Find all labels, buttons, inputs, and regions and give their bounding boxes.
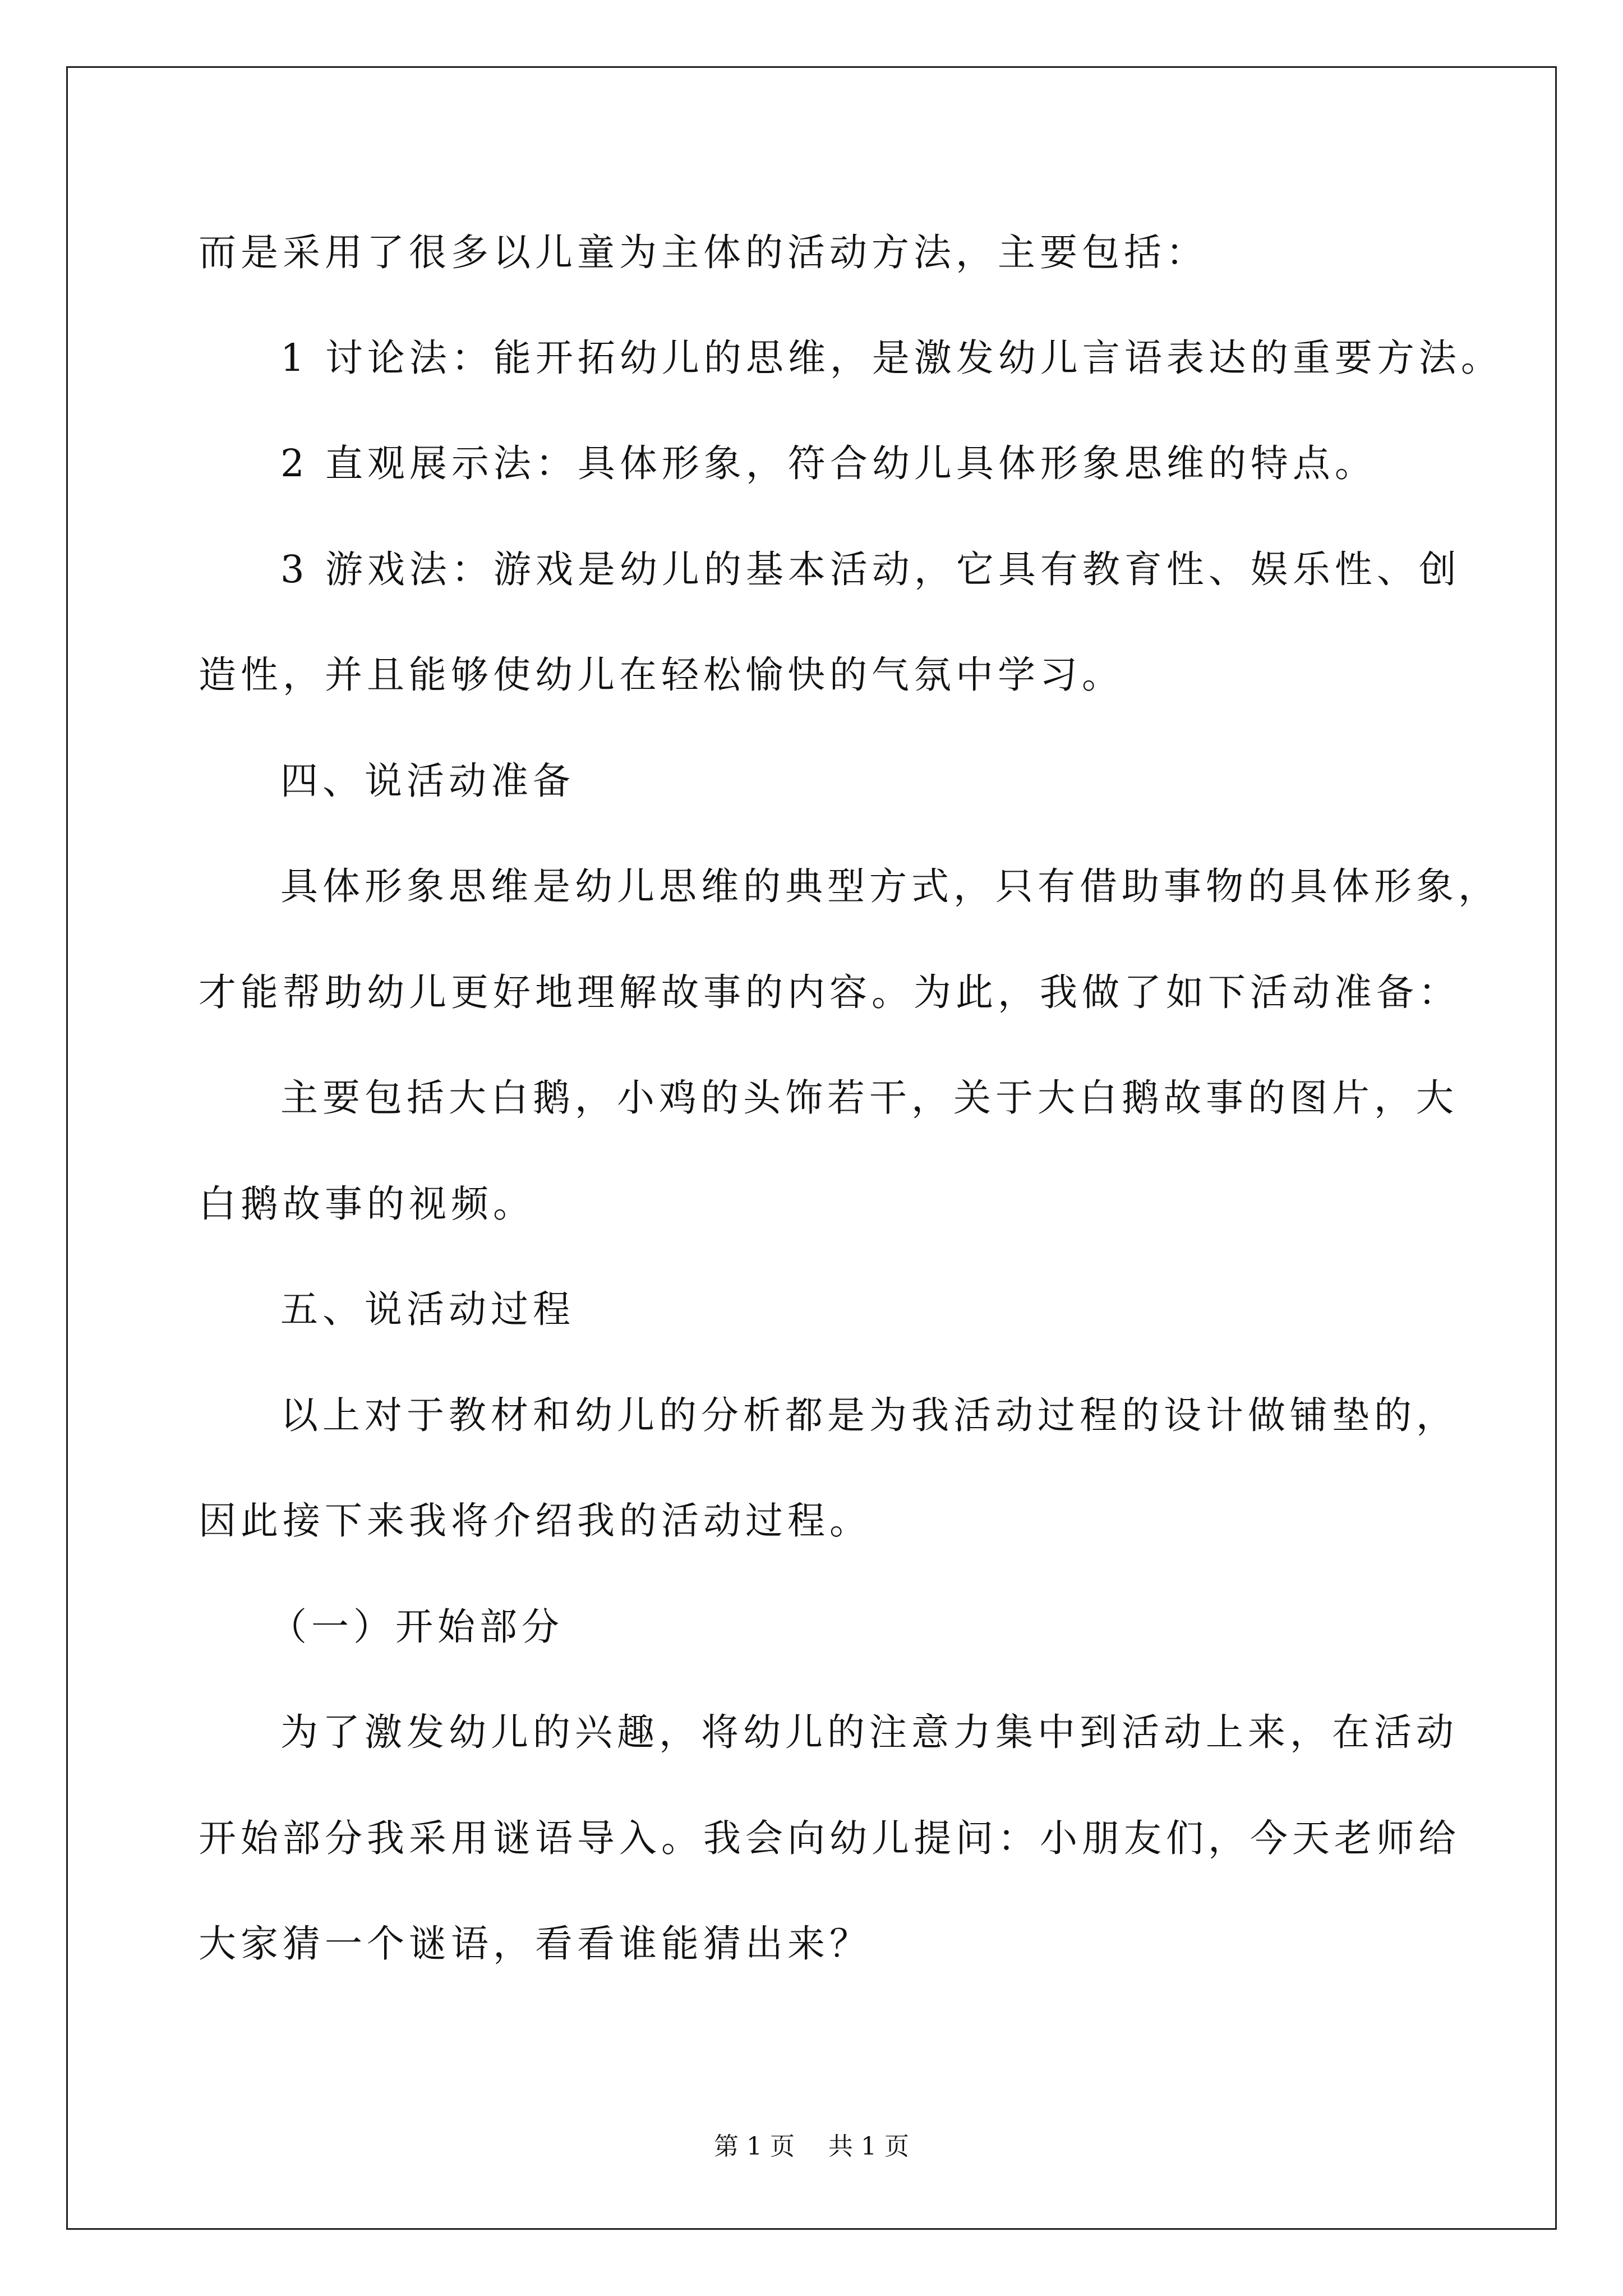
page-border	[66, 66, 1557, 2230]
body-line: 3 游戏法：游戏是幼儿的基本活动，它具有教育性、娱乐性、创	[280, 547, 1461, 591]
page-footer	[0, 2130, 1623, 2164]
body-line: 2 直观展示法：具体形象，符合幼儿具体形象思维的特点。	[280, 441, 1377, 485]
subsection-heading: （一）开始部分	[269, 1605, 564, 1649]
body-line: 开始部分我采用谜语导入。我会向幼儿提问：小朋友们，今天老师给	[199, 1816, 1460, 1860]
page-number: 第 1 页	[714, 2132, 795, 2161]
body-line: 白鹅故事的视频。	[199, 1182, 535, 1226]
section-heading: 四、说活动准备	[280, 759, 575, 803]
body-line: 才能帮助幼儿更好地理解故事的内容。为此，我做了如下活动准备：	[199, 970, 1460, 1014]
body-line: 主要包括大白鹅，小鸡的头饰若干，关于大白鹅故事的图片，大	[280, 1076, 1458, 1120]
body-line: 具体形象思维是幼儿思维的典型方式，只有借助事物的具体形象，	[280, 864, 1500, 908]
body-line: 1 讨论法：能开拓幼儿的思维，是激发幼儿言语表达的重要方法。	[280, 336, 1503, 380]
page-total: 共 1 页	[828, 2132, 909, 2161]
body-line: 造性，并且能够使幼儿在轻松愉快的气氛中学习。	[199, 653, 1124, 697]
section-heading: 五、说活动过程	[280, 1287, 575, 1331]
body-line: 而是采用了很多以儿童为主体的活动方法，主要包括：	[199, 231, 1208, 274]
body-line: 因此接下来我将介绍我的活动过程。	[199, 1499, 872, 1543]
body-line: 大家猜一个谜语，看看谁能猜出来？	[199, 1922, 872, 1966]
body-line: 为了激发幼儿的兴趣，将幼儿的注意力集中到活动上来，在活动	[280, 1710, 1458, 1754]
body-line: 以上对于教材和幼儿的分析都是为我活动过程的设计做铺垫的，	[280, 1393, 1458, 1437]
